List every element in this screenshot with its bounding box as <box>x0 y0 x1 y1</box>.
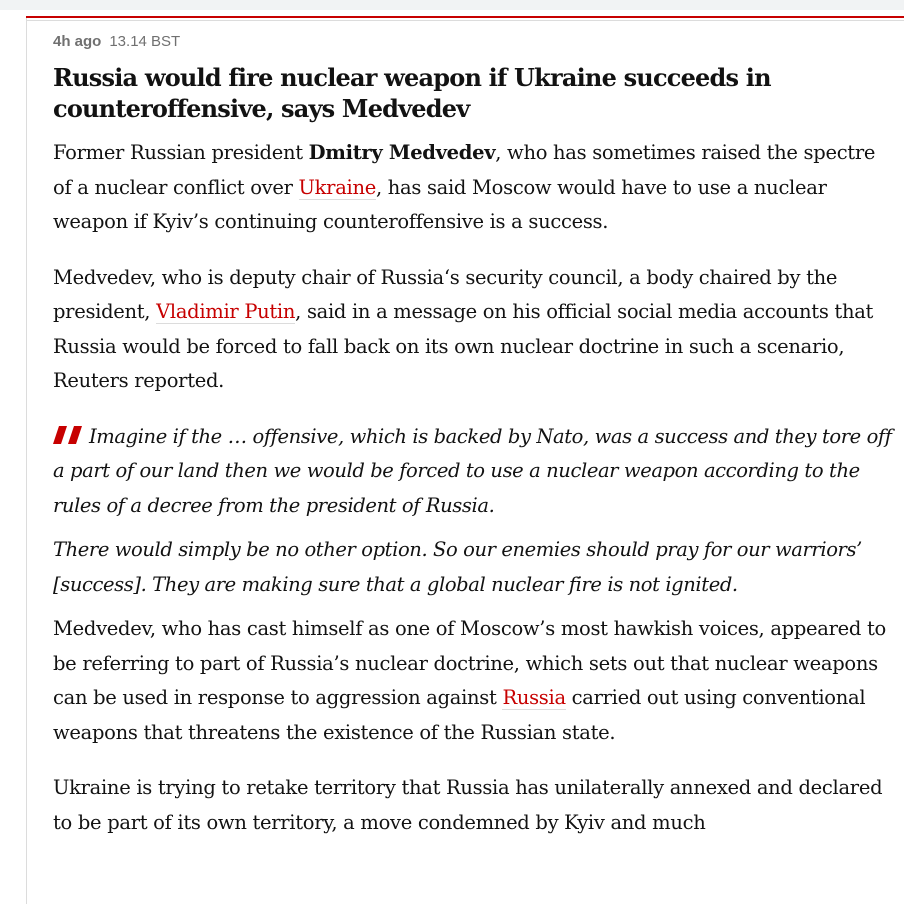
vladimir-putin-link[interactable]: Vladimir Putin <box>156 300 296 323</box>
quote-mark-icon <box>53 426 83 444</box>
entry-meta <box>53 30 893 54</box>
quote-paragraph-1-text: Imagine if the … offensive, which is backed by Nato, was a success and they tore off a part of our land then we would be forced to use a nuclear weapon according to the rules of a decree from the president of Russia. <box>53 424 892 517</box>
quote-paragraph-1 <box>53 420 893 524</box>
paragraph-2-text-1: Medvedev, who is deputy chair of Russia‘s security council, a body chaired by the president, <box>53 265 838 323</box>
quote-paragraph-2: There would simply be no other option. So our enemies should pray for our warriors’ [success]. They are making sure that a global nuclear fire is not ignited. <box>53 538 862 596</box>
ukraine-link[interactable]: Ukraine <box>298 175 376 199</box>
paragraph-3-text-1: Medvedev, who has cast himself as one of Moscow’s most hawkish voices, appeared to be referring to part of Russia’s nuclear doctrine, which sets out that nuclear weapons can be used in response to aggression against <box>53 617 886 709</box>
paragraph-4: Ukraine is trying to retake territory that Russia has unilaterally annexed and declared to be part of its own territory, a move condemned by Kyiv and much <box>53 776 883 834</box>
live-blog-entry <box>53 30 893 861</box>
paragraph-1-text-3: , has said Moscow would have to use a nuclear weapon if Kyiv’s continuing counteroffensive is a success. <box>53 175 827 233</box>
paragraph-3 <box>53 612 893 750</box>
entry-headline: Russia would fire nuclear weapon if Ukraine succeeds in counteroffensive, says Medvedev <box>53 63 771 123</box>
entry-time-ago[interactable]: 4h ago <box>53 33 102 50</box>
paragraph-1-text-1: Former Russian president <box>53 141 309 164</box>
paragraph-3-text-2: carried out using conventional weapons that threatens the existence of the Russian state. <box>53 686 866 744</box>
entry-top-rule <box>26 16 904 18</box>
entry-top-rule-thin <box>26 20 904 21</box>
paragraph-2-text-2: , said in a message on his official social media accounts that Russia would be forced to fall back on its own nuclear doctrine in such a scenario, Reuters reported. <box>53 300 874 392</box>
paragraph-2 <box>53 261 893 399</box>
russia-link[interactable]: Russia <box>502 686 566 709</box>
paragraph-1-bold: Dmitry Medvedev <box>308 141 496 164</box>
entry-timestamp: 13.14 BST <box>109 33 181 50</box>
pull-quote <box>53 420 893 603</box>
paragraph-1 <box>53 136 893 240</box>
paragraph-1-text-2: , who has sometimes raised the spectre of a nuclear conflict over <box>53 141 876 199</box>
browser-top-strip <box>0 0 904 10</box>
